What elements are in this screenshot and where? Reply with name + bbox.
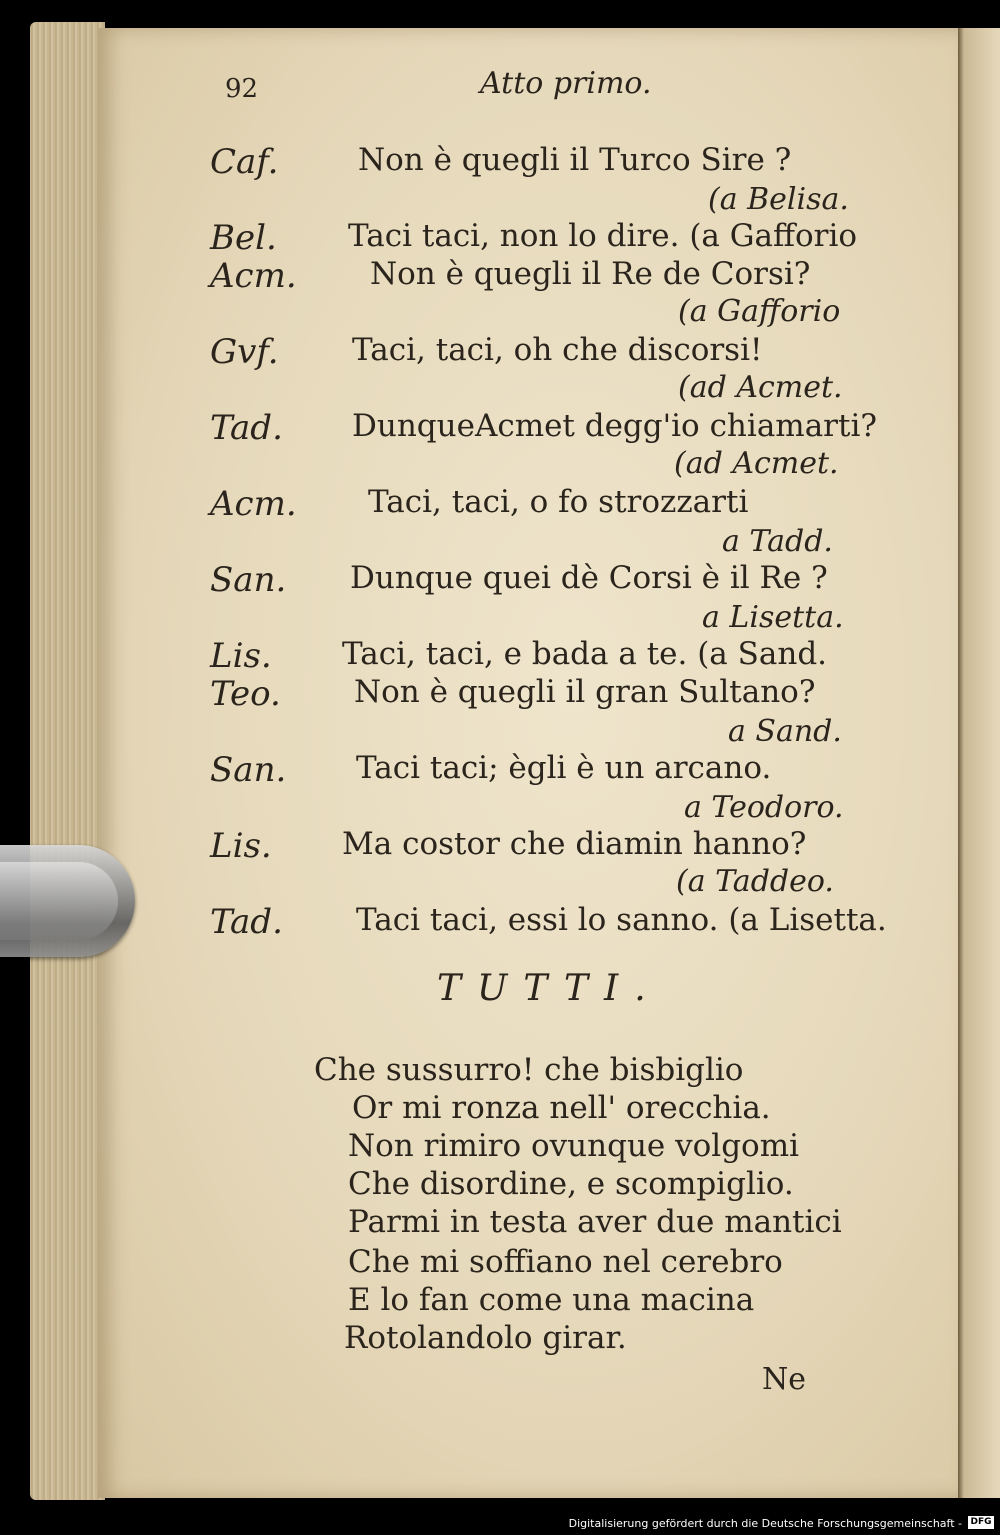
dialogue-line: Non è quegli il Turco Sire ? — [358, 142, 792, 178]
stage-direction: (ad Acmet. — [674, 446, 839, 481]
verse-line: Or mi ronza nell' orecchia. — [352, 1090, 771, 1126]
verse-line: E lo fan come una macina — [348, 1282, 755, 1318]
dialogue-line: DunqueAcmet degg'io chiamarti? — [352, 408, 877, 444]
stage-direction: a Lisetta. — [702, 600, 844, 635]
tutti-heading: TUTTI. — [437, 968, 662, 1009]
verse-line: Non rimiro ovunque volgomi — [348, 1128, 800, 1164]
speaker: Teo. — [210, 674, 281, 714]
verse-line: Che sussurro! che bisbiglio — [314, 1052, 744, 1088]
speaker: San. — [210, 750, 287, 790]
speaker: Caf. — [210, 142, 279, 182]
speaker: Lis. — [210, 636, 272, 676]
dfg-logo: DFG — [968, 1516, 994, 1529]
stage-direction: a Teodoro. — [684, 790, 844, 825]
verse-line: Rotolandolo girar. — [344, 1320, 627, 1356]
stage-direction: (ad Acmet. — [678, 370, 843, 405]
verse-line: Che mi soffiano nel cerebro — [348, 1244, 783, 1280]
speaker: Tad. — [210, 408, 283, 448]
dialogue-line: Taci taci, non lo dire. (a Gafforio — [348, 218, 858, 254]
speaker: Tad. — [210, 902, 283, 942]
stage-direction: (a Taddeo. — [676, 864, 834, 899]
dialogue-line: Taci taci, essi lo sanno. (a Lisetta. — [356, 902, 887, 938]
dialogue-line: Taci, taci, e bada a te. (a Sand. — [342, 636, 828, 672]
page-edges — [30, 22, 105, 1500]
stage-direction: (a Belisa. — [708, 182, 849, 217]
speaker: San. — [210, 560, 287, 600]
dialogue-line: Non è quegli il gran Sultano? — [354, 674, 816, 710]
stage-direction: a Tadd. — [722, 524, 833, 559]
stage-direction: (a Gafforio — [678, 294, 841, 329]
facing-page-edge — [958, 28, 1000, 1498]
dialogue-line: Taci, taci, oh che discorsi! — [352, 332, 763, 368]
page-number: 92 — [225, 74, 259, 104]
dialogue-line: Non è quegli il Re de Corsi? — [370, 256, 811, 292]
speaker: Acm. — [210, 484, 297, 524]
running-title: Atto primo. — [480, 66, 652, 101]
page-clip-highlight — [0, 862, 118, 940]
verse-line: Che disordine, e scompiglio. — [348, 1166, 794, 1202]
speaker: Gvf. — [210, 332, 279, 372]
speaker: Acm. — [210, 256, 297, 296]
dialogue-line: Ma costor che diamin hanno? — [342, 826, 807, 862]
dialogue-line: Dunque quei dè Corsi è il Re ? — [350, 560, 828, 596]
dialogue-line: Taci taci; ègli è un arcano. — [356, 750, 772, 786]
dialogue-line: Taci, taci, o fo strozzarti — [368, 484, 749, 520]
catchword: Ne — [762, 1362, 807, 1397]
speaker: Bel. — [210, 218, 277, 258]
funding-credit: Digitalisierung gefördert durch die Deutsche Forschungsgemeinschaft - — [568, 1517, 962, 1530]
verse-line: Parmi in testa aver due mantici — [348, 1204, 842, 1240]
speaker: Lis. — [210, 826, 272, 866]
stage-direction: a Sand. — [728, 714, 842, 749]
